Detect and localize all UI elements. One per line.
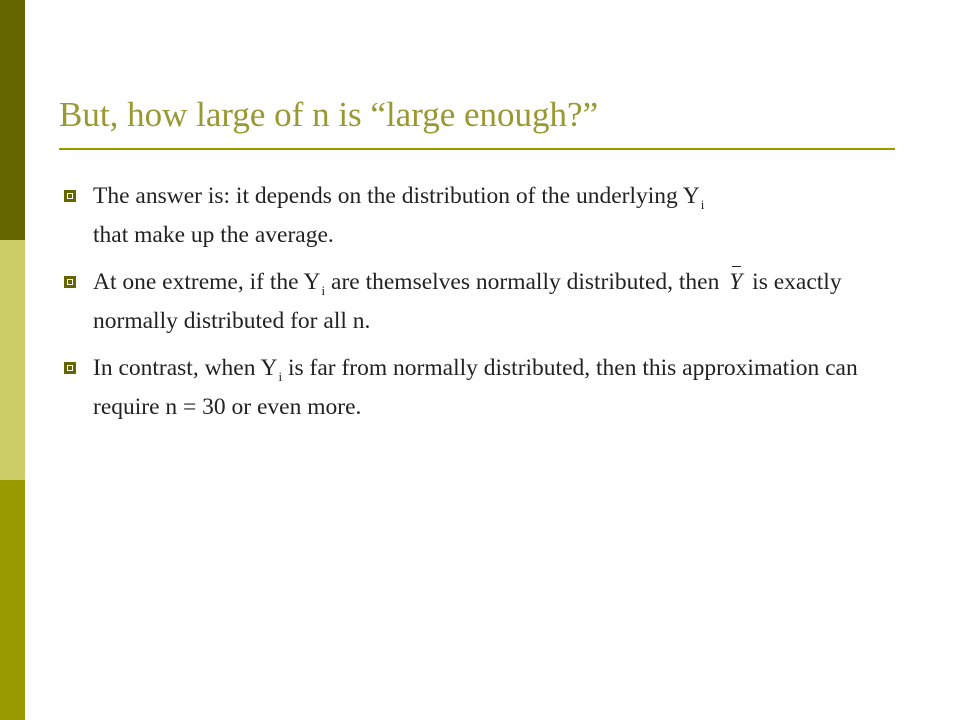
y-bar-symbol: Y (729, 264, 742, 300)
bullet-text: In contrast, when Y (93, 355, 278, 381)
title-divider (59, 148, 895, 150)
bullet-item-2 (60, 264, 920, 339)
bullet-text: is far from normally distributed, then this approximation can require n = 30 or even more. (93, 355, 858, 420)
bullet-item-1 (60, 178, 920, 253)
sidebar-segment-bottom (0, 480, 25, 720)
square-bullet-icon (64, 276, 76, 288)
bullet-text: is exactly normally distributed for all n. (93, 269, 842, 334)
subscript-i: i (321, 283, 326, 298)
bullet-text: The answer is: it depends on the distribution of the underlying Y (93, 183, 700, 209)
bullet-text: At one extreme, if the Y (93, 269, 321, 295)
bullet-item-3 (60, 350, 920, 425)
bullet-text: are themselves normally distributed, then (325, 269, 726, 295)
square-bullet-icon (64, 362, 76, 374)
sidebar-segment-middle (0, 240, 25, 480)
subscript-i: i (278, 369, 283, 384)
sidebar-segment-top (0, 0, 25, 240)
decorative-sidebar (0, 0, 25, 720)
square-bullet-icon (64, 190, 76, 202)
slide-title: But, how large of n is “large enough?” (59, 95, 599, 134)
bullet-list (60, 178, 920, 436)
subscript-i: i (700, 197, 705, 212)
bullet-text: that make up the average. (93, 222, 334, 248)
